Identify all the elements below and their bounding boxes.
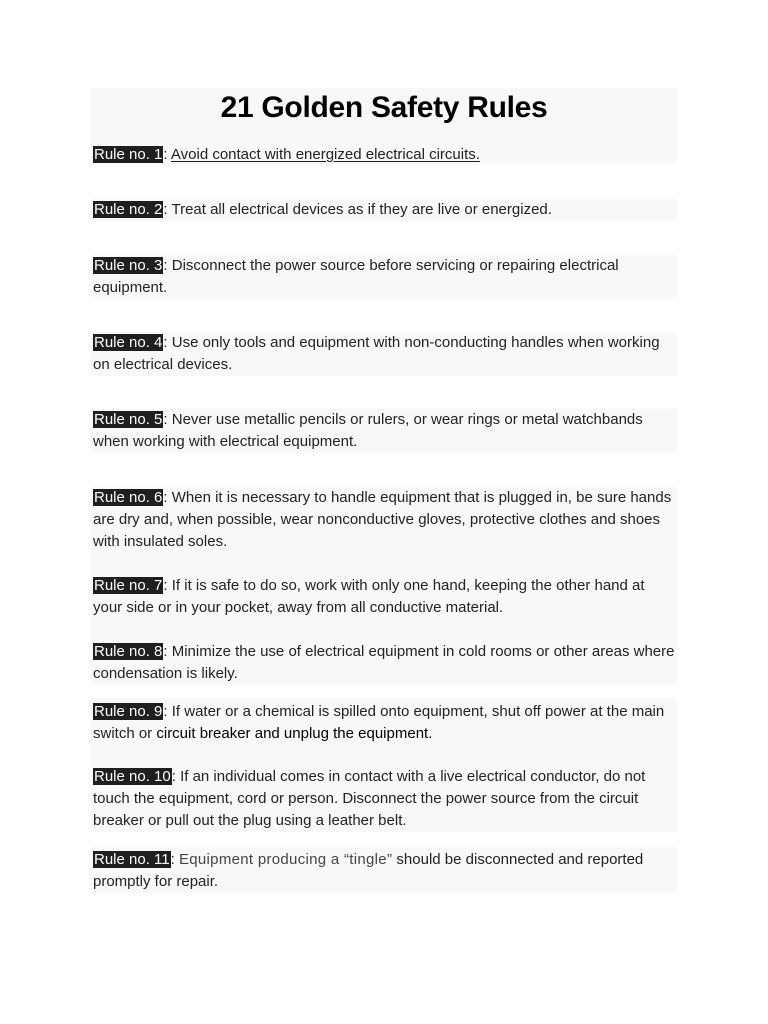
rule-label: Rule no. 2 — [94, 201, 163, 218]
rule-3 — [91, 255, 677, 299]
rule-separator: : — [163, 201, 172, 218]
rule-text: When it is necessary to handle equipment that is plugged in, be sure hands are dry and, when possible, wear nonconductive gloves, protective clothes and shoes with insulated soles. — [93, 489, 672, 550]
rule-separator: : — [163, 643, 172, 660]
rule-label: Rule no. 3 — [94, 257, 163, 274]
rule-text-tail: circuit breaker and unplug the equipment. — [156, 725, 433, 742]
rule-separator: : — [163, 257, 172, 274]
rule-10 — [91, 766, 677, 832]
rule-separator: : — [163, 703, 172, 720]
rule-label: Rule no. 6 — [94, 489, 163, 506]
rule-text: Never use metallic pencils or rulers, or wear rings or metal watchbands when working with electrical equipment. — [93, 411, 643, 450]
rule-text: Avoid contact with energized electrical circuits. — [170, 146, 480, 163]
rule-label: Rule no. 9 — [94, 703, 163, 720]
rule-label: Rule no. 11 — [94, 851, 170, 868]
rule-text: Equipment producing a “tingle” — [178, 851, 393, 868]
rule-6 — [91, 487, 677, 575]
rule-1 — [91, 144, 677, 166]
rule-separator: : — [163, 577, 172, 594]
rule-separator: : — [170, 851, 179, 868]
rule-5 — [91, 409, 677, 453]
rule-separator: : — [171, 768, 181, 785]
rule-separator: : — [163, 489, 172, 506]
rule-separator: : — [163, 411, 172, 428]
rule-label: Rule no. 4 — [94, 334, 163, 351]
rule-label: Rule no. 10 — [94, 768, 171, 785]
page-title: 21 Golden Safety Rules — [220, 91, 548, 124]
rule-2 — [91, 199, 677, 221]
rule-7 — [91, 575, 677, 641]
rule-text-tail: should be disconnected and reported promptly for repair. — [93, 851, 644, 890]
rule-11 — [91, 847, 677, 893]
rule-text: If an individual comes in contact with a live electrical conductor, do not touch the equipment, cord or person. Disconnect the power source from the circuit breaker or pull out the plug using a leather belt. — [93, 768, 646, 829]
rule-label: Rule no. 8 — [94, 643, 163, 660]
rule-label: Rule no. 1 — [94, 146, 163, 163]
rule-4 — [91, 332, 677, 376]
rule-label: Rule no. 5 — [94, 411, 163, 428]
rule-9 — [91, 698, 677, 767]
rule-text: If it is safe to do so, work with only one hand, keeping the other hand at your side or in your pocket, away from all conductive material. — [93, 577, 645, 616]
rule-8 — [91, 641, 677, 685]
rule-text: Use only tools and equipment with non-conducting handles when working on electrical devices. — [93, 334, 660, 373]
rule-text: If water or a chemical is spilled onto equipment, shut off power at the main switch or — [93, 703, 665, 742]
rule-text: Minimize the use of electrical equipment in cold rooms or other areas where condensation is likely. — [93, 643, 675, 682]
rule-separator: : — [163, 146, 171, 163]
rule-text: Treat all electrical devices as if they are live or energized. — [171, 201, 552, 218]
rule-label: Rule no. 7 — [94, 577, 163, 594]
rule-separator: : — [163, 334, 172, 351]
rule-text: Disconnect the power source before servicing or repairing electrical equipment. — [93, 257, 619, 296]
